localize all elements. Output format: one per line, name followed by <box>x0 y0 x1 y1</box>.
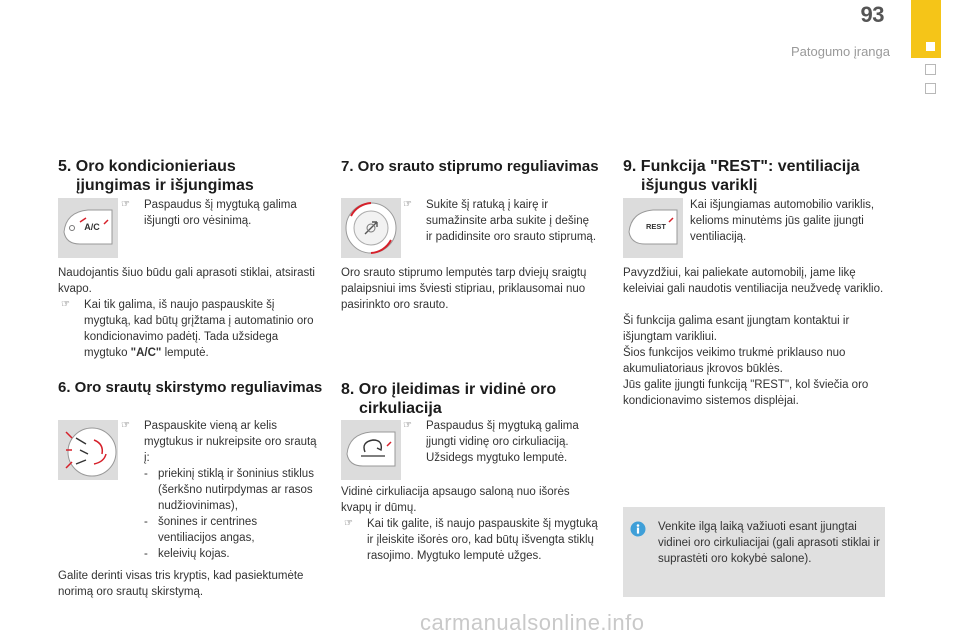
para-sec7: Oro srauto stiprumo lemputės tarp dviejų sraigtų palaipsniui ims šviesti stipriau, priklausomai nuo pasirinkto oro srauto. <box>341 267 587 311</box>
airflow-dial-icon <box>341 198 401 258</box>
bullet-sec6: ☞ Paspauskite vieną ar kelis mygtukus ir nukreipsite oro srautą į: - priekinį stiklą ir šoninius stiklus (šerkšno nutirpdymas ar rasos nudžiovinimas), - šonines ir centrines ventiliacijos angas, - keleivių kojas. <box>121 420 317 560</box>
heading-sec9: 9. Funkcija "REST": ventiliacija išjungus variklį <box>623 158 860 194</box>
para-sec6: Galite derinti visas tris kryptis, kad pasiektumėte norimą oro srautų skirstymą. <box>58 570 304 598</box>
chapter-marker-square <box>925 83 936 94</box>
ac-button-image <box>58 198 118 258</box>
bullet-sec7: ☞ Sukite šį ratuką į kairę ir sumažinsite arba sukite į dešinę ir padidinsite oro srauto stiprumą. <box>403 199 597 243</box>
para1-sec9: Pavyzdžiui, kai paliekate automobilį, jame likę keleiviai gali naudotis ventiliacija neužvedę variklio. <box>623 267 884 295</box>
side-text-sec9: Kai išjungiamas automobilio variklis, kelioms minutėms jūs galite įjungti ventiliaciją. <box>690 199 875 243</box>
list-item: - keleivių kojas. <box>144 548 230 560</box>
list-item: - šonines ir centrines ventiliacijos angas, <box>144 516 258 544</box>
recirculation-button-image <box>341 420 401 480</box>
info-icon <box>630 521 646 537</box>
ac-label: A/C <box>84 222 100 232</box>
bullet-marker-icon: ☞ <box>121 420 130 431</box>
para3-sec9: Šios funkcijos veikimo trukmė priklauso nuo akumuliatoriaus įkrovos būklės. <box>623 347 846 375</box>
rest-button-icon <box>623 198 683 258</box>
rest-button-image <box>623 198 683 258</box>
bullet-sec5: ☞ Paspaudus šį mygtuką galima išjungti oro vėsinimą. <box>121 199 297 227</box>
bullet-marker-icon: ☞ <box>121 199 130 210</box>
bullet-marker-icon: ☞ <box>403 420 412 431</box>
para4-sec9: Jūs galite įjungti funkciją "REST", kol šviečia oro kondicionavimo sistemos displėjai. <box>623 379 869 407</box>
bullet2-sec8: ☞ Kai tik galite, iš naujo paspauskite šį mygtuką ir įleiskite išorės oro, kad būtų išvengta stiklų rasojimo. Mygtuko lemputė užges. <box>344 518 598 562</box>
bullet-sec8: ☞ Paspaudus šį mygtuką galima įjungti vidinę oro cirkuliaciją. Užsidegs mygtuko lemputė. <box>403 420 579 464</box>
distribution-buttons-icon <box>58 420 118 480</box>
recirculation-button-icon <box>341 420 401 480</box>
list-item: - priekinį stiklą ir šoninius stiklus (šerkšno nutirpdymas ar rasos nudžiovinimas), <box>144 468 314 512</box>
bullet2-sec5: ☞ Kai tik galima, iš naujo paspauskite šį mygtuką, kad būtų grįžtama į automatinio oro kondicionavimo padėtį. Tada užsidega mygtuko "A/C" lemputė. <box>61 299 314 359</box>
heading-sec8: 8. Oro įleidimas ir vidinė oro cirkuliacija <box>341 381 557 417</box>
heading-sec7: 7. Oro srauto stiprumo reguliavimas <box>341 158 599 175</box>
rest-label: REST <box>645 222 667 231</box>
ac-label-bold: "A/C" <box>130 347 162 359</box>
heading-sec6: 6. Oro srautų skirstymo reguliavimas <box>58 379 323 396</box>
para-sec5: Naudojantis šiuo būdu gali aprasoti stiklai, atsirasti kvapo. <box>58 267 315 295</box>
chapter-tab-marker <box>926 42 935 51</box>
heading-sec5: 5. Oro kondicionieriaus įjungimas ir išjungimas <box>58 158 254 194</box>
bullet-marker-icon: ☞ <box>61 299 70 310</box>
page-number: 93 <box>860 2 884 27</box>
bullet-marker-icon: ☞ <box>344 518 353 529</box>
section-title: Patogumo įranga <box>790 44 890 59</box>
chapter-marker-square <box>925 64 936 75</box>
watermark: carmanualsonline.info <box>420 610 645 635</box>
bullet-marker-icon: ☞ <box>403 199 412 210</box>
ac-button-icon <box>58 198 118 258</box>
airflow-dial-image <box>341 198 401 258</box>
para-sec8: Vidinė cirkuliacija apsaugo saloną nuo išorės kvapų ir dūmų. <box>341 486 570 514</box>
para2-sec9: Ši funkcija galima esant įjungtam kontaktui ir išjungtam varikliui. <box>623 315 850 343</box>
info-note-text: Venkite ilgą laiką važiuoti esant įjungtai vidinei oro cirkuliacijai (gali aprasoti stiklai ir suprastėti oro kokybė salone). <box>658 521 880 565</box>
distribution-buttons-image <box>58 420 118 480</box>
